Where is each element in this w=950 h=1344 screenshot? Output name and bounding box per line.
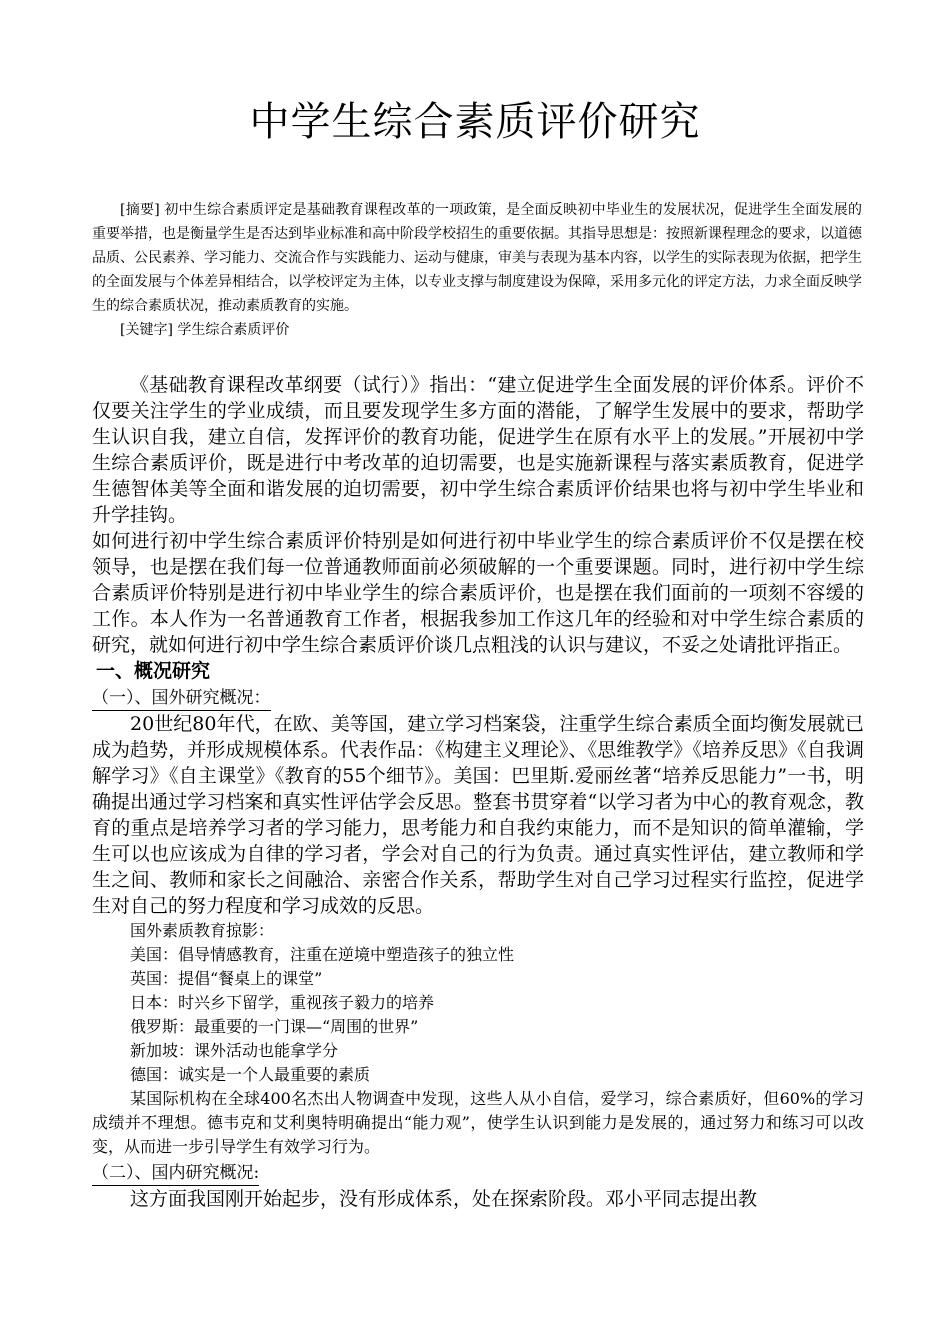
paragraph-survey: 某国际机构在全球400名杰出人物调查中发现，这些人从小自信，爱学习，综合素质好，但60%的学习成绩并不理想。德韦克和艾利奥特明确提出“能力观”，使学生认识到能力是发展的，通过努力和练习可以改变，从而进一步引导学生有效学习行为。 xyxy=(92,1089,864,1156)
list-item: 美国：倡导情感教育，注重在逆境中塑造孩子的独立性 xyxy=(130,945,515,964)
list-item: 英国：提倡“餐桌上的课堂” xyxy=(130,969,323,988)
abstract-text: [摘要] 初中生综合素质评定是基础教育课程改革的一项政策，是全面反映初中毕业生的发展状况，促进学生全面发展的重要举措，也是衡量学生是否达到毕业标准和高中阶段学校招生的重要依据。其指导思想是：按照新课程理念的要求，以道德品质、公民素养、学习能力、交流合作与实践能力、运动与健康，审美与表现为基本内容，以学生的实际表现为依据，把学生的全面发展与个体差异相结合，以学校评定为主体，以专业支撑与制度建设为保障，采用多元化的评定方法，力求全面反映学生的综合素质状况，推动素质教育的实施。 xyxy=(92,202,862,314)
document-body xyxy=(92,372,864,1212)
paragraph-foreign-research: 20世纪80年代，在欧、美等国，建立学习档案袋，注重学生综合素质全面均衡发展就已成为趋势，并形成规模体系。代表作品：《构建主义理论》、《思维教学》《培养反思》《自我调解学习》《自主课堂》《教育的55个细节》。美国：巴里斯.爱丽丝著“培养反思能力”一书，明确提出通过学习档案和真实性评估学会反思。整套书贯穿着“以学习者为中心的教育观念，教育的重点是培养学习者的学习能力，思考能力和自我约束能力，而不是知识的简单灌输，学生可以也应该成为自律的学习者，学会对自己的行为负责。通过真实性评估，建立教师和学生之间、教师和家长之间融洽、亲密合作关系，帮助学生对自己学习过程实行监控，促进学生对自己的努力程度和学习成效的反思。 xyxy=(92,713,864,917)
list-item: 日本：时兴乡下留学，重视孩子毅力的培养 xyxy=(130,993,435,1012)
paragraph-domestic-research: 这方面我国刚开始起步，没有形成体系，处在探索阶段。邓小平同志提出教 xyxy=(130,1188,758,1210)
abstract-block xyxy=(92,198,862,342)
section-heading-overview: 一、概况研究 xyxy=(96,660,211,682)
list-item: 新加坡：课外活动也能拿学分 xyxy=(130,1041,339,1060)
keywords-text: [关键字] 学生综合素质评价 xyxy=(120,322,290,338)
subsection-heading-foreign: （一）、国外研究概况： xyxy=(92,686,271,711)
foreign-education-list xyxy=(92,919,864,1087)
list-title: 国外素质教育掠影： xyxy=(130,921,275,940)
paragraph-intro: 《基础教育课程改革纲要（试行）》指出：“建立促进学生全面发展的评价体系。评价不仅要关注学生的学业成绩，而且要发现学生多方面的潜能，了解学生发展中的要求，帮助学生认识自我，建立自信，发挥评价的教育功能，促进学生在原有水平上的发展。”开展初中学生综合素质评价，既是进行中考改革的迫切需要，也是实施新课程与落实素质教育，促进学生德智体美等全面和谐发展的迫切需要，初中学生综合素质评价结果也将与初中学生毕业和升学挂钩。 xyxy=(92,374,864,526)
subsection-heading-domestic: （二）、国内研究概况: xyxy=(92,1161,259,1186)
list-item: 俄罗斯：最重要的一门课—“周围的世界” xyxy=(130,1017,419,1036)
list-item: 德国：诚实是一个人最重要的素质 xyxy=(130,1065,371,1084)
paragraph-question: 如何进行初中学生综合素质评价特别是如何进行初中毕业学生的综合素质评价不仅是摆在校领导，也是摆在我们每一位普通教师面前必须破解的一个重要课题。同时，进行初中学生综合素质评价特别是进行初中毕业学生的综合素质评价，也是摆在我们面前的一项刻不容缓的工作。本人作为一名普通教育工作者，根据我参加工作这几年的经验和对中学生综合素质的研究，就如何进行初中学生综合素质评价谈几点粗浅的认识与建议，不妥之处请批评指正。 xyxy=(92,530,864,656)
document-title: 中学生综合素质评价研究 xyxy=(249,99,701,145)
